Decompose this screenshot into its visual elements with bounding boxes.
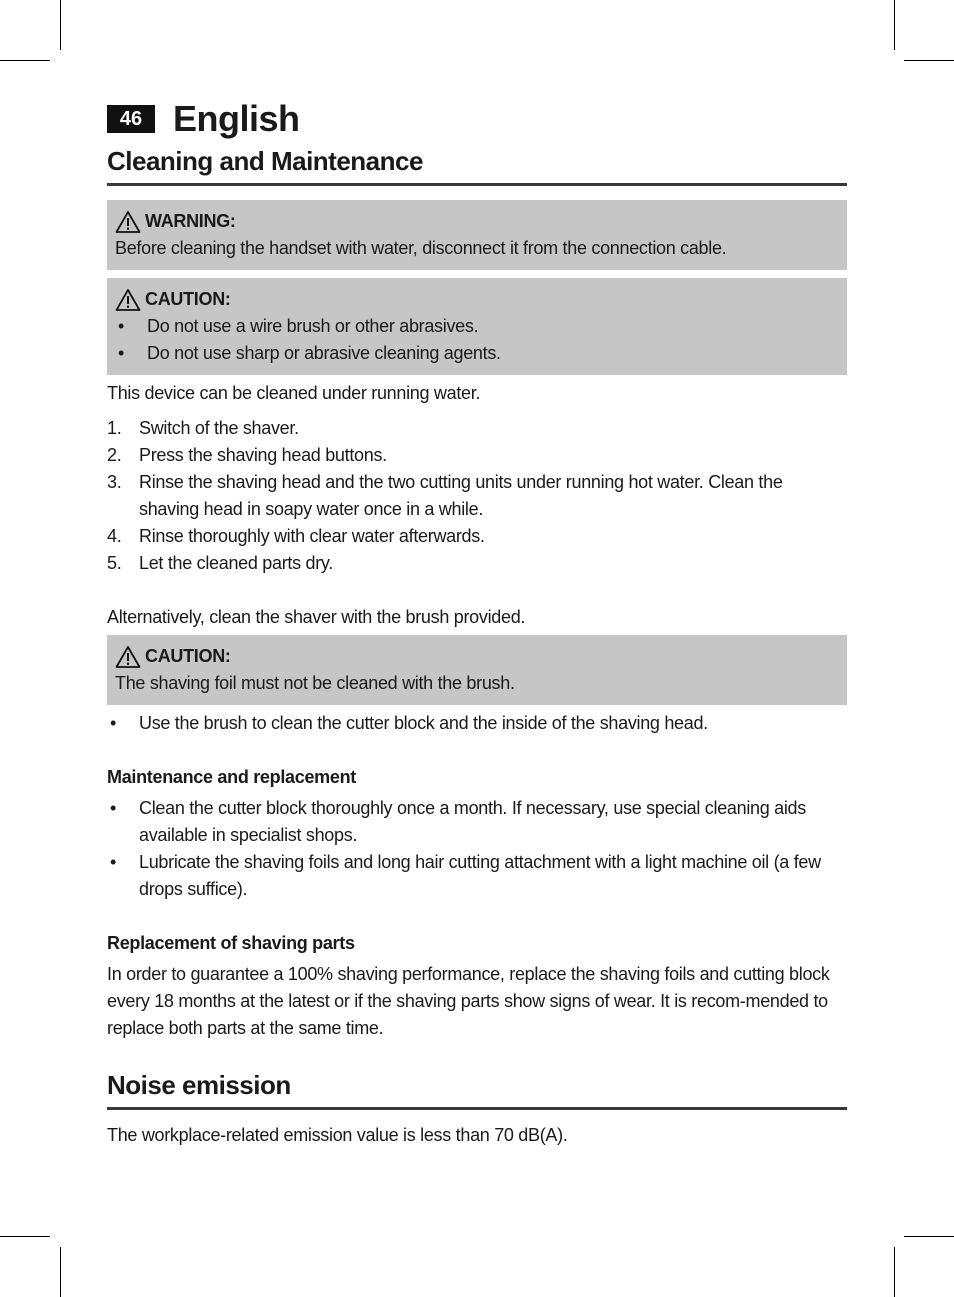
crop-mark: [894, 1247, 895, 1297]
caution-list: [115, 313, 839, 367]
cleaning-intro: This device can be cleaned under running water.: [107, 383, 481, 403]
page-header: [107, 98, 847, 140]
list-item: [107, 442, 847, 469]
section-title-noise: Noise emission: [107, 1070, 847, 1110]
step-number: 1.: [107, 418, 122, 438]
caution-box: [107, 635, 847, 705]
warning-title: [115, 208, 839, 235]
warning-label: WARNING:: [145, 211, 236, 231]
caution-label: CAUTION:: [145, 646, 231, 666]
step-number: 5.: [107, 553, 122, 573]
list-item: • Clean the cutter block thoroughly once a month. If necessary, use special cleaning aids available in specialist shops.: [107, 795, 847, 849]
caution-text: The shaving foil must not be cleaned with the brush.: [115, 673, 515, 693]
list-item: • Do not use sharp or abrasive cleaning agents.: [115, 340, 839, 367]
section-title-cleaning: Cleaning and Maintenance: [107, 146, 847, 186]
step-text: Switch of the shaver.: [139, 418, 299, 438]
crop-mark: [904, 60, 954, 61]
list-item: • Lubricate the shaving foils and long hair cutting attachment with a light machine oil (a few drops suffice).: [107, 849, 847, 903]
noise-text: The workplace-related emission value is less than 70 dB(A).: [107, 1125, 568, 1145]
caution-title: [115, 286, 839, 313]
crop-mark: [894, 0, 895, 50]
alternative-text: Alternatively, clean the shaver with the brush provided.: [107, 607, 526, 627]
warning-text: Before cleaning the handset with water, disconnect it from the connection cable.: [115, 238, 727, 258]
list-item: [107, 550, 847, 577]
language-title: English: [173, 98, 300, 139]
crop-mark: [0, 1236, 50, 1237]
warning-triangle-icon: [115, 288, 141, 312]
warning-box: [107, 200, 847, 270]
warning-triangle-icon: [115, 210, 141, 234]
list-item: • Use the brush to clean the cutter block and the inside of the shaving head.: [107, 710, 847, 737]
step-number: 3.: [107, 472, 122, 492]
crop-mark: [60, 1247, 61, 1297]
step-text: Press the shaving head buttons.: [139, 445, 387, 465]
step-text: Rinse the shaving head and the two cutting units under running hot water. Clean the shaving head in soapy water once in a while.: [139, 472, 783, 519]
page-content: [107, 98, 847, 1149]
brush-list: [107, 710, 847, 737]
caution-box: [107, 278, 847, 375]
caution-label: CAUTION:: [145, 289, 231, 309]
step-number: 4.: [107, 526, 122, 546]
step-number: 2.: [107, 445, 122, 465]
page-number: 46: [107, 105, 155, 133]
crop-mark: [904, 1236, 954, 1237]
replacement-text: In order to guarantee a 100% shaving performance, replace the shaving foils and cutting block every 18 months at the latest or if the shaving parts show signs of wear. It is recom-mended to replace both parts at the same time.: [107, 964, 830, 1038]
cleaning-steps: [107, 415, 847, 577]
caution-title: [115, 643, 839, 670]
list-item: [107, 415, 847, 442]
warning-triangle-icon: [115, 645, 141, 669]
maintenance-list: [107, 795, 847, 903]
step-text: Rinse thoroughly with clear water afterwards.: [139, 526, 485, 546]
crop-mark: [60, 0, 61, 50]
list-item: [107, 469, 847, 523]
crop-mark: [0, 60, 50, 61]
list-item: • Do not use a wire brush or other abrasives.: [115, 313, 839, 340]
step-text: Let the cleaned parts dry.: [139, 553, 333, 573]
subheading-maintenance: Maintenance and replacement: [107, 767, 356, 787]
list-item: [107, 523, 847, 550]
subheading-replacement: Replacement of shaving parts: [107, 933, 355, 953]
